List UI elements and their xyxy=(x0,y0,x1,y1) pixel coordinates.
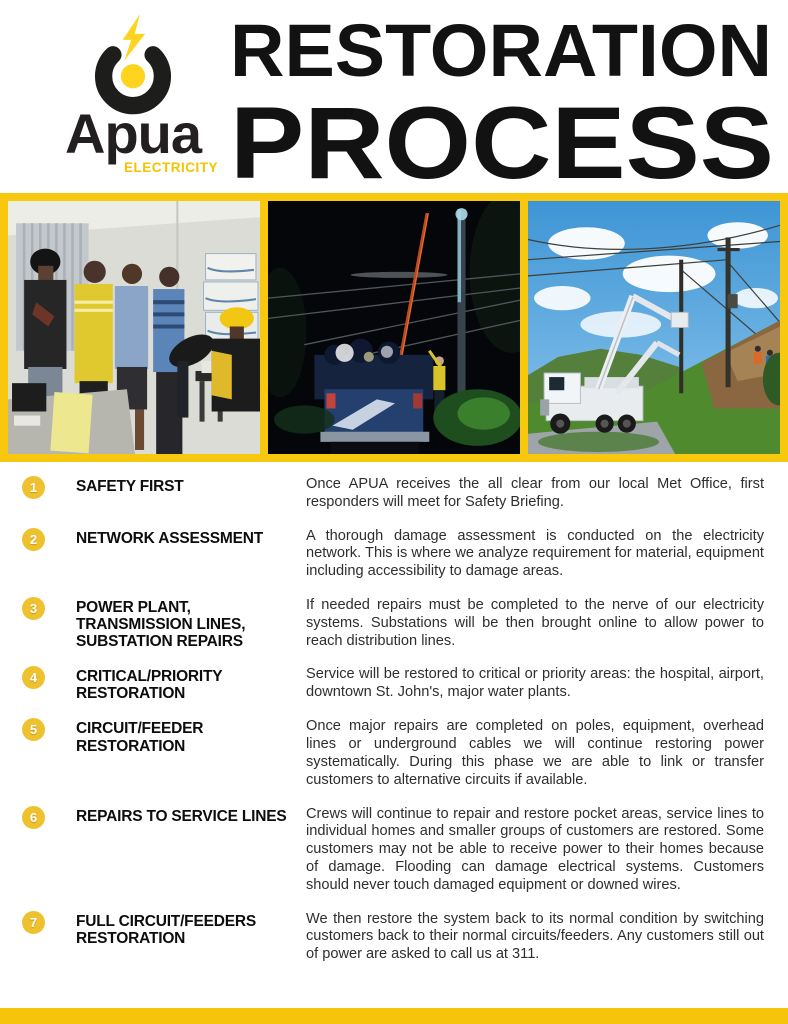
step-row-2 xyxy=(22,528,764,581)
step-title: CIRCUIT/FEEDER RESTORATION xyxy=(76,720,204,755)
step-row-5 xyxy=(22,718,764,789)
step-row-1 xyxy=(22,476,764,512)
title-line-2: PROCESS xyxy=(230,86,774,186)
steps-list xyxy=(0,462,788,1008)
poster-title xyxy=(228,14,776,186)
step-title: POWER PLANT, TRANSMISSION LINES, SUBSTATION REPAIRS xyxy=(76,598,246,651)
step-description: Crews will continue to repair and restore pocket areas, service lines to individual homes and smaller groups of customers are restored. Some customers may not be able to receive power to their homes because of damage. Flooding can damage electrical systems. Customers should never touch damaged equipment or downed wires. xyxy=(306,805,764,893)
step-title: SAFETY FIRST xyxy=(76,478,184,495)
step-number-badge: 7 xyxy=(22,911,45,934)
title-line-1: RESTORATION xyxy=(230,14,772,92)
step-row-7 xyxy=(22,911,764,964)
step-number-badge: 6 xyxy=(22,806,45,829)
apua-logo-mark xyxy=(77,14,189,116)
step-number-badge: 1 xyxy=(22,476,45,499)
step-description: Service will be restored to critical or priority areas: the hospital, airport, downtown St. John's, major water plants. xyxy=(306,666,764,701)
step-description: Once APUA receives the all clear from our local Met Office, first responders will meet for Safety Briefing. xyxy=(306,476,764,510)
photo-band xyxy=(0,193,788,462)
photo-night-repairs xyxy=(268,201,520,454)
logo-center-dot xyxy=(121,64,145,88)
header xyxy=(0,0,788,193)
photo-safety-briefing xyxy=(8,201,260,454)
step-number-badge: 4 xyxy=(22,666,45,689)
step-row-3 xyxy=(22,597,764,650)
step-number-badge: 5 xyxy=(22,718,45,741)
step-number-badge: 2 xyxy=(22,528,45,551)
step-row-6 xyxy=(22,806,764,895)
bottom-accent-bar xyxy=(0,1008,788,1024)
brand-wordmark: Apua xyxy=(65,102,201,165)
step-number-badge: 3 xyxy=(22,597,45,620)
lightning-bolt-icon xyxy=(123,14,145,61)
step-description: We then restore the system back to its normal condition by switching customers back to their normal circuits/feeders. Any customers still out of power are asked to call us at 311. xyxy=(306,910,764,963)
step-title: CRITICAL/PRIORITY RESTORATION xyxy=(76,668,223,703)
brand-tagline: ELECTRICITY xyxy=(123,159,218,175)
step-title: NETWORK ASSESSMENT xyxy=(76,529,264,547)
step-description: If needed repairs must be completed to the nerve of our electricity systems. Substations will be then brought online to allow power to reach distribution lines. xyxy=(306,596,764,649)
photo-bucket-trucks xyxy=(528,201,780,454)
apua-logo xyxy=(42,10,224,175)
step-title: FULL CIRCUIT/FEEDERS RESTORATION xyxy=(76,912,256,947)
step-description: Once major repairs are completed on poles, equipment, overhead lines or underground cables we will continue restoring power systematically. During this phase we are able to link or transfer customers to alternative circuits if available. xyxy=(306,718,764,788)
step-title: REPAIRS TO SERVICE LINES xyxy=(76,807,287,825)
step-description: A thorough damage assessment is conducted on the electricity network. This is where we analyze requirement for material, equipment including accessibility to damage areas. xyxy=(306,527,764,580)
step-row-4 xyxy=(22,666,764,702)
